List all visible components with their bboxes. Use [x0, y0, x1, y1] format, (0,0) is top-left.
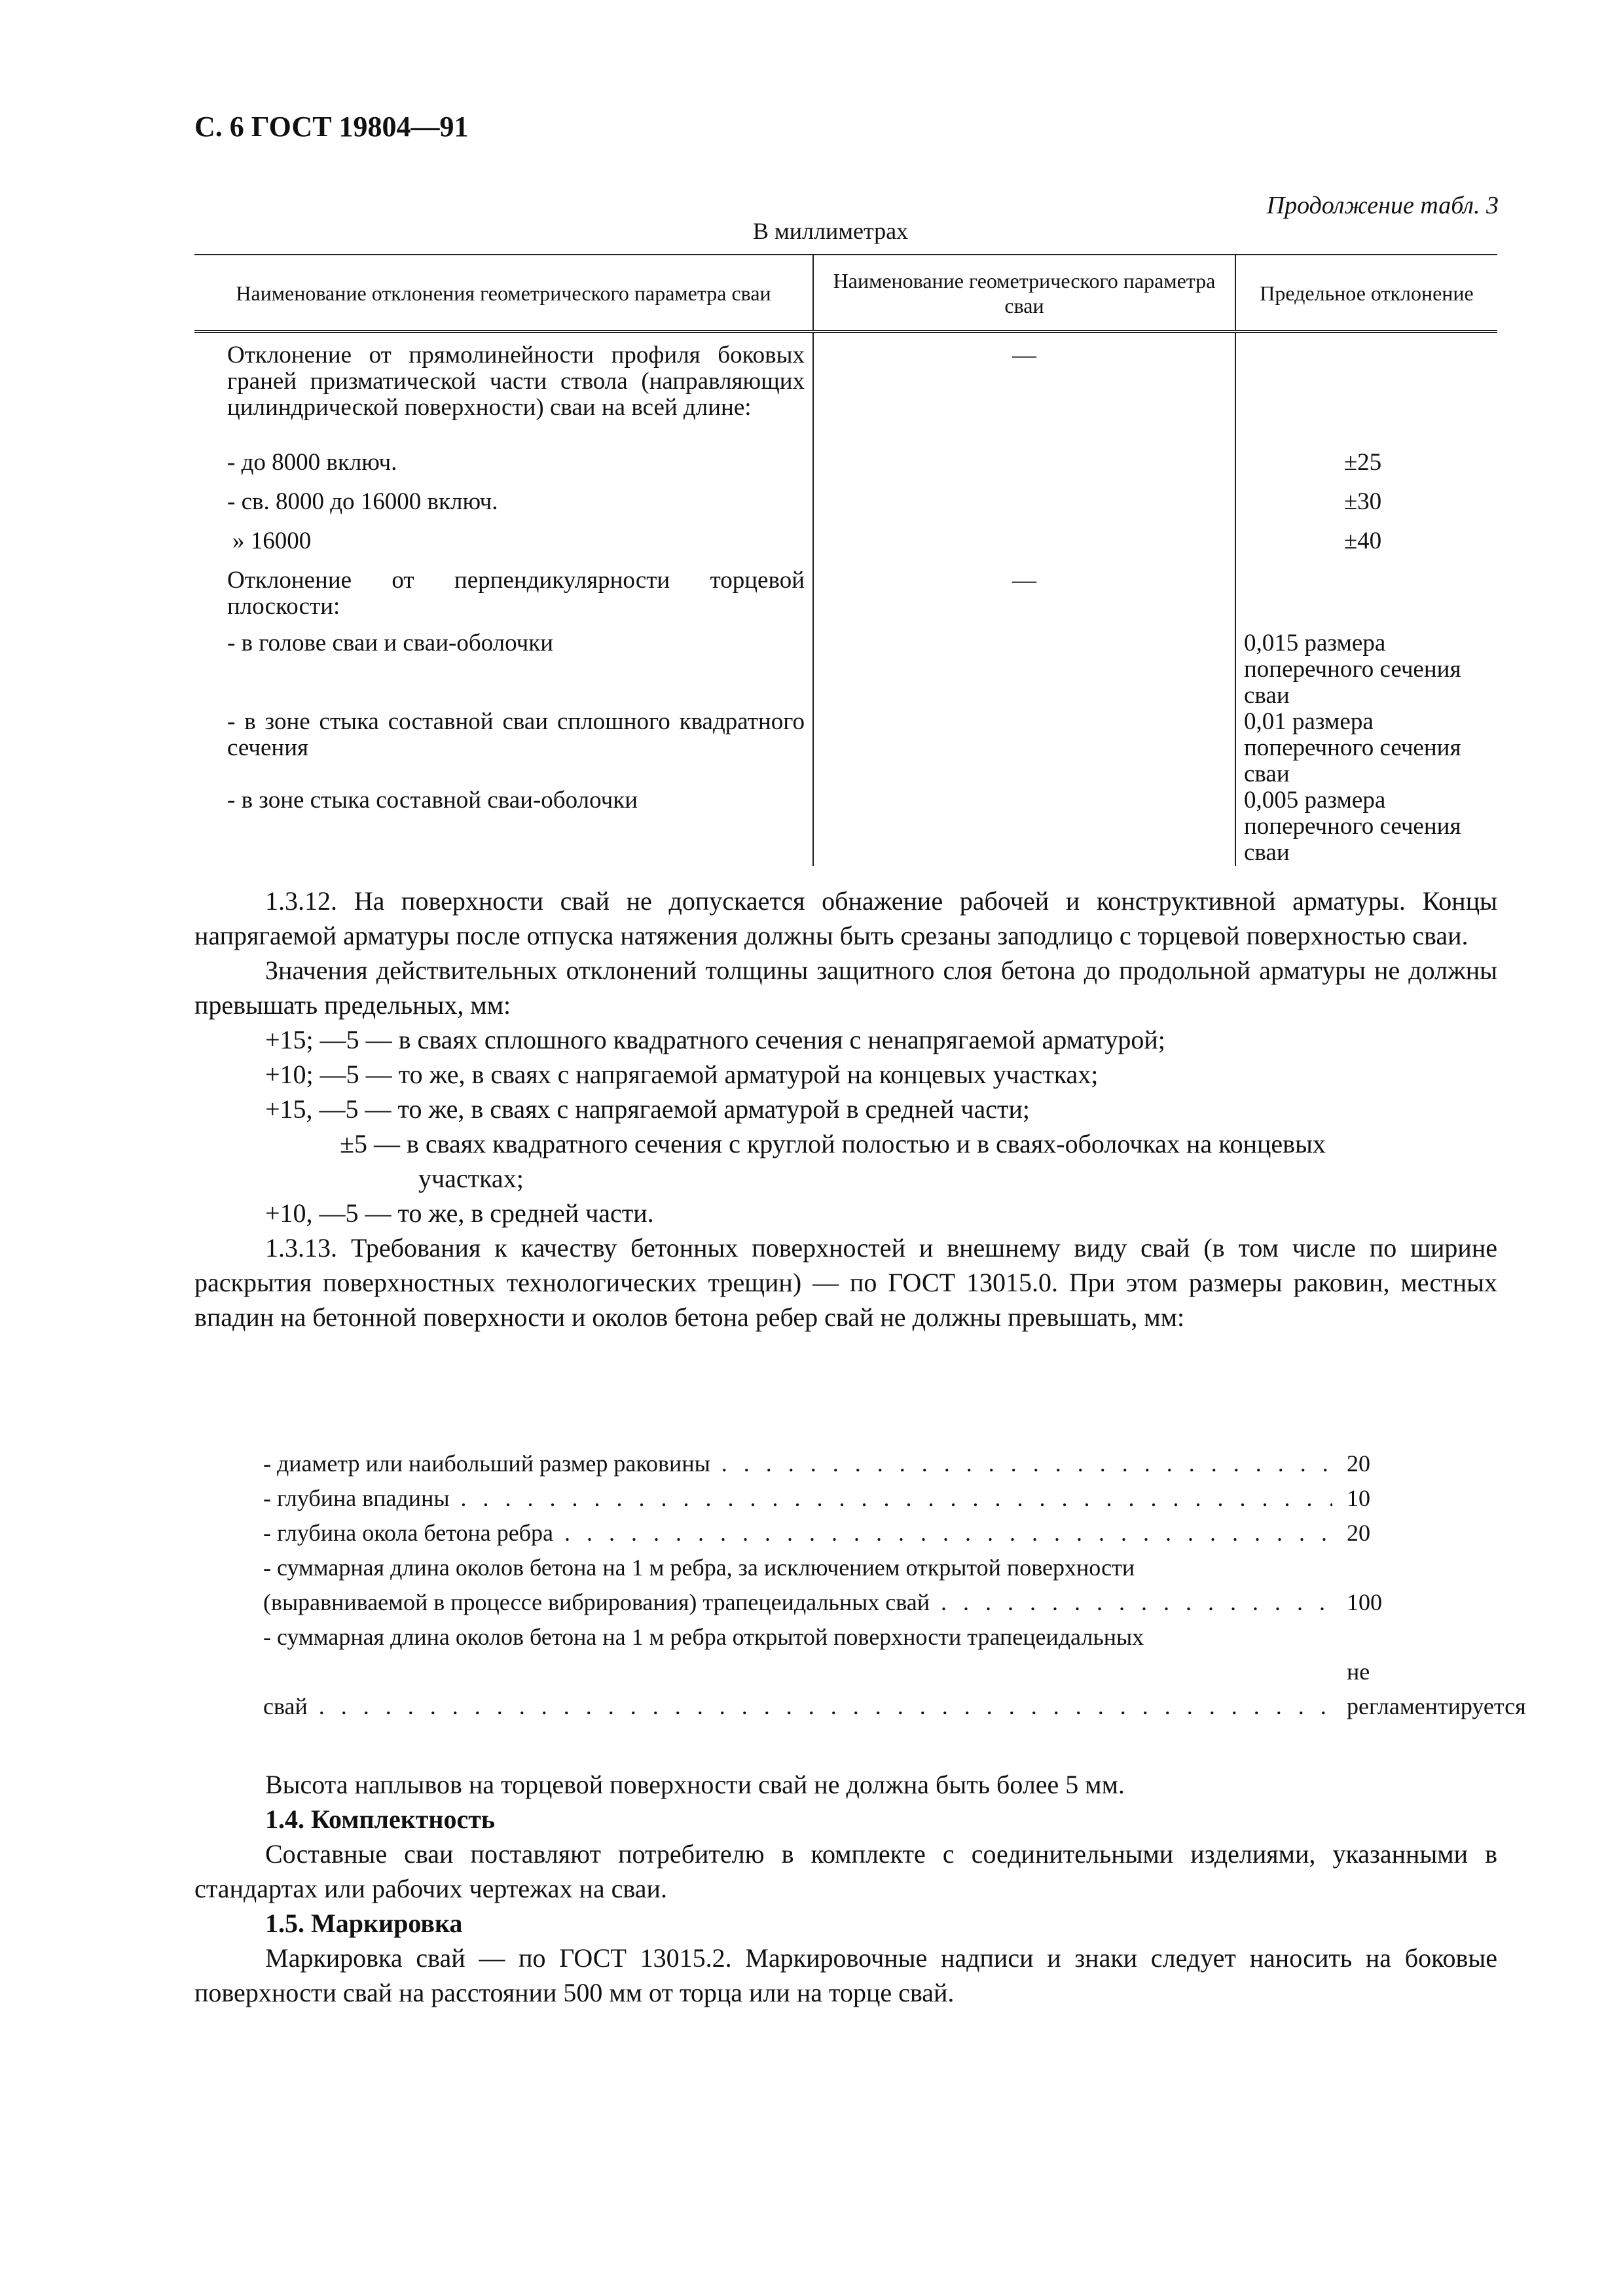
table-row: [194, 450, 1497, 489]
table-row: [194, 709, 1497, 787]
table-cell: - св. 8000 до 16000 включ.: [227, 488, 498, 515]
table-cell: [813, 787, 1235, 866]
dimension-label-line: - суммарная длина околов бетона на 1 м ребра, за исключением открытой поверхности: [263, 1554, 1135, 1581]
table-cell: [813, 528, 1235, 567]
table-header-row: [194, 255, 1497, 332]
table-cell: [813, 489, 1235, 528]
table-row: [194, 528, 1497, 567]
list-item: +15, —5 — то же, в сваях с напрягаемой арматурой в средней части;: [265, 1094, 1030, 1124]
dimension-value: 10: [1347, 1485, 1370, 1511]
deviation-table: [194, 254, 1497, 866]
defect-dimensions-list: [263, 1446, 1526, 1724]
list-item: [263, 1585, 1497, 1620]
table-cell: - до 8000 включ.: [227, 449, 397, 476]
list-item: +10, —5 — то же, в средней части.: [265, 1198, 654, 1228]
list-item: +10; —5 — то же, в сваях с напрягаемой арматурой на концевых участках;: [265, 1060, 1099, 1089]
paragraph: Маркировка свай — по ГОСТ 13015.2. Маркировочные надписи и знаки следует наносить на боковые поверхности свай на расстоянии 500 мм от торца или на торце свай.: [194, 1943, 1497, 2007]
section-heading: 1.4. Комплектность: [265, 1804, 496, 1834]
section-1-3-12: [194, 884, 1497, 1335]
dimension-value: 100: [1347, 1589, 1382, 1615]
table-row: [194, 567, 1497, 630]
column-header: Наименование отклонения геометрического параметра сваи: [194, 255, 813, 332]
section-heading: 1.5. Маркировка: [265, 1909, 463, 1938]
table-cell: 0,005 размера поперечного сечения сваи: [1235, 787, 1497, 866]
column-header: Наименование геометрического параметра сваи: [813, 255, 1235, 332]
table-row: [194, 787, 1497, 866]
paragraph: Составные сваи поставляют потребителю в комплекте с соединительными изделиями, указанными в стандартах или рабочих чертежах на сваи.: [194, 1839, 1497, 1903]
dimension-label: свай . . .: [263, 1689, 1332, 1724]
paragraph: 1.3.12. На поверхности свай не допускается обнажение рабочей и конструктивной арматуры. Концы напрягаемой арматуры после отпуска натяжения должны быть срезаны заподлицо с торцевой поверхностью сваи.: [194, 886, 1497, 950]
dimension-label-line: - суммарная длина околов бетона на 1 м ребра открытой поверхности трапецеидальных: [263, 1624, 1144, 1650]
paragraph: Высота наплывов на торцевой поверхности свай не должна быть более 5 мм.: [265, 1770, 1125, 1799]
table-row: [194, 630, 1497, 709]
table-cell: ±40: [1235, 528, 1497, 567]
list-item: ±5 — в сваях квадратного сечения с круглой полостью и в сваях-оболочках на концевых: [340, 1129, 1326, 1158]
table-cell: - в зоне стыка составной сваи-оболочки: [227, 787, 638, 814]
table-row: [194, 489, 1497, 528]
table-cell: [813, 709, 1235, 787]
list-item: [263, 1516, 1497, 1551]
table-cell: 0,015 размера поперечного сечения сваи: [1235, 630, 1497, 709]
dimension-label: - глубина впадины . . .: [263, 1481, 1332, 1516]
dimension-value: не регламентируется: [1347, 1659, 1526, 1719]
table-cell: » 16000: [232, 528, 312, 554]
column-header: Предельное отклонение: [1235, 255, 1497, 332]
table-continuation-label: Продолжение табл. 3: [1266, 192, 1499, 219]
dimension-value: 20: [1347, 1520, 1370, 1546]
dimension-label: - диаметр или наибольший размер раковины . . .: [263, 1446, 1332, 1481]
table-cell: - в голове сваи и сваи-оболочки: [227, 630, 554, 656]
table-cell: [1235, 567, 1497, 630]
sections-1-4-1-5: [194, 1767, 1497, 2010]
table-cell: [1235, 332, 1497, 450]
table-cell: Отклонение от прямолинейности профиля боковых граней призматической части ствола (направляющих цилиндрической поверхности) сваи на всей длине:: [227, 342, 805, 421]
list-item: [263, 1655, 1526, 1724]
page-header: С. 6 ГОСТ 19804—91: [194, 111, 469, 143]
dimension-label: (выравниваемой в процессе вибрирования) трапецеидальных свай . . .: [263, 1585, 1332, 1620]
table-cell: ±25: [1235, 450, 1497, 489]
list-item: +15; —5 — в сваях сплошного квадратного сечения с ненапрягаемой арматурой;: [265, 1025, 1165, 1054]
list-item: [263, 1446, 1497, 1481]
dimension-label: - глубина окола бетона ребра . . .: [263, 1516, 1332, 1551]
table-cell: - в зоне стыка составной сваи сплошного квадратного сечения: [227, 708, 805, 761]
table-cell: —: [813, 332, 1235, 450]
table-row: [194, 332, 1497, 450]
table-cell: —: [813, 567, 1235, 630]
table-cell: ±30: [1235, 489, 1497, 528]
paragraph: Значения действительных отклонений толщины защитного слоя бетона до продольной арматуры не должны превышать предельных, мм:: [194, 956, 1497, 1020]
list-item: [263, 1481, 1497, 1516]
table-cell: [813, 450, 1235, 489]
list-item: участках;: [418, 1164, 524, 1193]
dimension-value: 20: [1347, 1450, 1370, 1477]
table-cell: [813, 630, 1235, 709]
table-cell: Отклонение от перпендикулярности торцевой плоскости:: [227, 567, 805, 620]
table-units-label: В миллиметрах: [753, 218, 909, 244]
paragraph: 1.3.13. Требования к качеству бетонных поверхностей и внешнему виду свай (в том числе по ширине раскрытия поверхностных технологических трещин) — по ГОСТ 13015.0. При этом размеры раковин, местных впадин на бетонной поверхности и околов бетона ребер свай не должны превышать, мм:: [194, 1233, 1497, 1332]
table-cell: 0,01 размера поперечного сечения сваи: [1235, 709, 1497, 787]
